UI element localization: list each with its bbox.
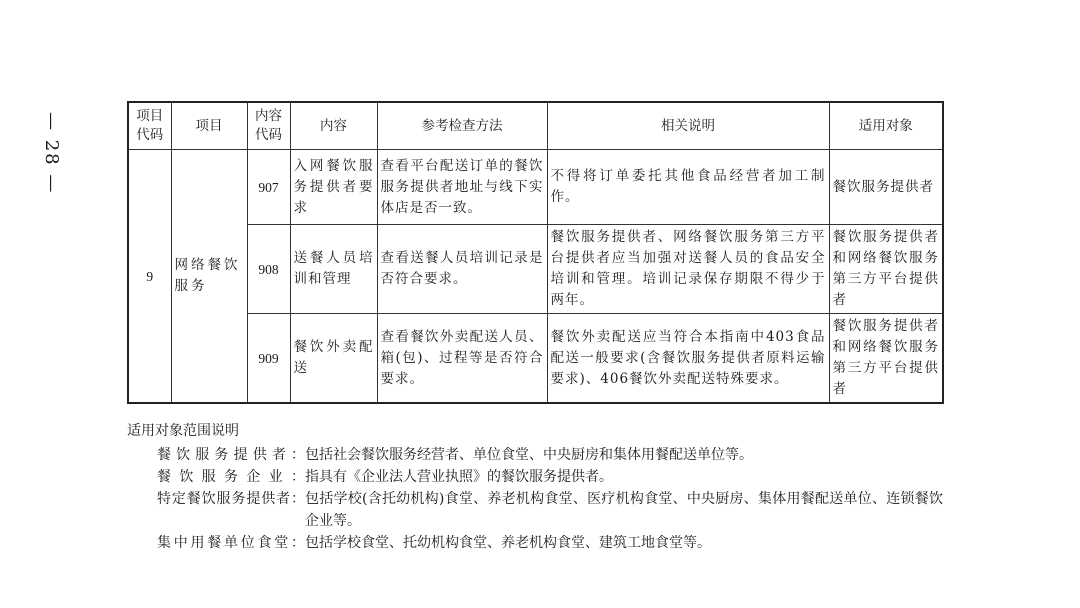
inspection-table: [127, 101, 944, 404]
row-content: 送餐人员培训和管理: [290, 225, 377, 314]
row-method: 查看平台配送订单的餐饮服务提供者地址与线下实体店是否一致。: [377, 150, 547, 225]
row-target: 餐饮服务提供者和网络餐饮服务第三方平台提供者: [829, 314, 943, 404]
scope-notes: [127, 418, 957, 554]
row-target: 餐饮服务提供者和网络餐饮服务第三方平台提供者: [829, 225, 943, 314]
row-target: 餐饮服务提供者: [829, 150, 943, 225]
notes-title: 适用对象范围说明: [127, 423, 239, 439]
note-term: 特定餐饮服务提供者：: [157, 491, 305, 507]
note-desc: 包括学校(含托幼机构)食堂、养老机构食堂、医疗机构食堂、中央厨房、集体用餐配送单位、连锁餐饮企业等。: [305, 491, 943, 529]
note-desc: 指具有《企业法人营业执照》的餐饮服务提供者。: [305, 469, 613, 485]
row-code: 907: [247, 150, 290, 225]
note-term: 餐饮服务提供者：: [157, 447, 305, 463]
table-row: [128, 225, 943, 314]
row-note: 不得将订单委托其他食品经营者加工制作。: [547, 150, 829, 225]
note-item: [127, 466, 957, 488]
header-item-code: 项目代码: [128, 102, 171, 150]
header-note: 相关说明: [547, 102, 829, 150]
row-note: 餐饮服务提供者、网络餐饮服务第三方平台提供者应当加强对送餐人员的食品安全培训和管理。培训记录保存期限不得少于两年。: [547, 225, 829, 314]
note-item: [127, 488, 957, 532]
row-method: 查看送餐人员培训记录是否符合要求。: [377, 225, 547, 314]
table-row: [128, 314, 943, 404]
row-code: 909: [247, 314, 290, 404]
row-method: 查看餐饮外卖配送人员、箱(包)、过程等是否符合要求。: [377, 314, 547, 404]
header-method: 参考检查方法: [377, 102, 547, 150]
page-number: — 28 —: [41, 112, 62, 195]
header-item: 项目: [171, 102, 247, 150]
note-item: [127, 444, 957, 466]
note-desc: 包括社会餐饮服务经营者、单位食堂、中央厨房和集体用餐配送单位等。: [305, 447, 753, 463]
header-target: 适用对象: [829, 102, 943, 150]
row-content: 餐饮外卖配送: [290, 314, 377, 404]
row-note: 餐饮外卖配送应当符合本指南中403食品配送一般要求(含餐饮服务提供者原料运输要求)、406餐饮外卖配送特殊要求。: [547, 314, 829, 404]
row-code: 908: [247, 225, 290, 314]
header-content-code: 内容代码: [247, 102, 290, 150]
table-header-row: [128, 102, 943, 150]
category-name: 网络餐饮服务: [171, 150, 247, 404]
note-term: 集中用餐单位食堂：: [157, 535, 305, 551]
header-content: 内容: [290, 102, 377, 150]
category-code: 9: [128, 150, 171, 404]
table-row: [128, 150, 943, 225]
note-item: [127, 532, 957, 554]
note-term: 餐饮服务企业：: [157, 469, 305, 485]
note-desc: 包括学校食堂、托幼机构食堂、养老机构食堂、建筑工地食堂等。: [305, 535, 711, 551]
row-content: 入网餐饮服务提供者要求: [290, 150, 377, 225]
